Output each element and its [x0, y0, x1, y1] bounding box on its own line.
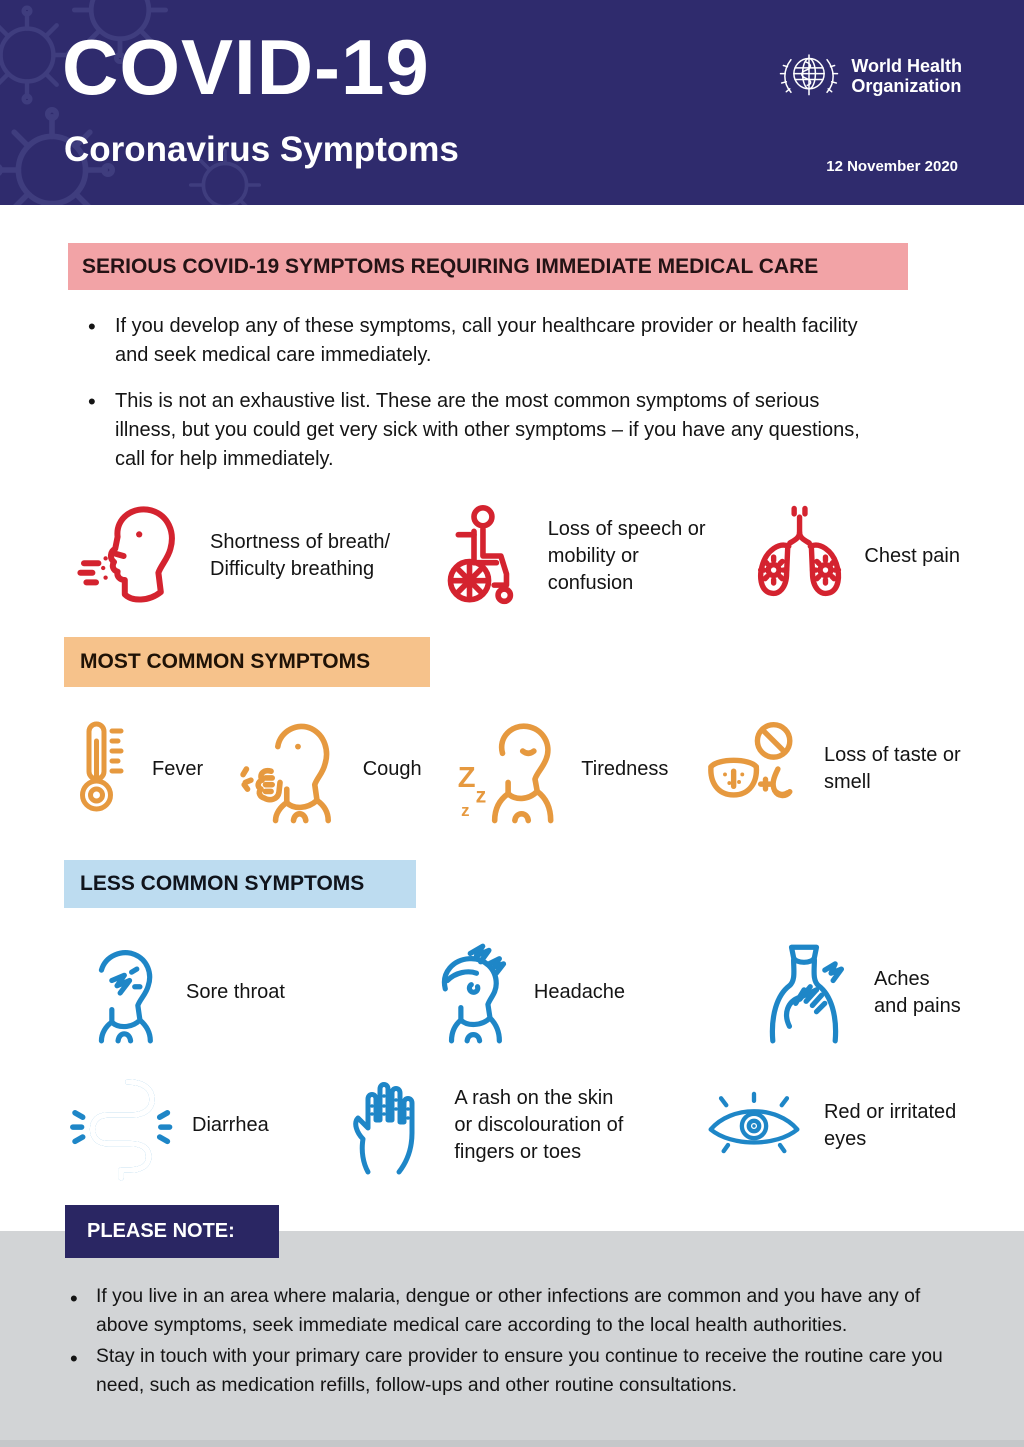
bullet-item [60, 1343, 972, 1401]
most-common-row [62, 703, 962, 835]
symptom-skin-rash [336, 1071, 634, 1181]
symptom-loss-of-speech [418, 500, 713, 612]
bullet-text: This is not an exhaustive list. These are the most common symptoms of serious illness, but you could get very sick with other symptoms – if you have any questions, call for help immediately. [115, 390, 860, 470]
bullet-text: If you develop any of these symptoms, call your healthcare provider or health facility and seek medical care immediately. [115, 315, 858, 366]
serious-symptoms-banner: SERIOUS COVID-19 SYMPTOMS REQUIRING IMMEDIATE MEDICAL CARE [68, 243, 908, 290]
thermometer-icon [62, 713, 134, 825]
symptom-label: Chest pain [864, 544, 960, 567]
headache-icon [412, 941, 516, 1045]
svg-text:Z: Z [458, 761, 476, 794]
serious-bullet-list [78, 312, 878, 491]
most-common-banner: MOST COMMON SYMPTOMS [64, 637, 430, 687]
bullet-item [78, 312, 878, 370]
svg-text:z: z [475, 783, 487, 808]
symptom-diarrhea [64, 1071, 269, 1181]
symptom-headache [412, 941, 625, 1045]
infected-lungs-icon [738, 502, 846, 610]
poster-header [0, 0, 1024, 205]
symptom-label: Red or irritated eyes [823, 1100, 957, 1150]
symptom-label: Headache [533, 981, 626, 1003]
poster-title: COVID-19 [62, 23, 430, 111]
symptom-cough [233, 713, 422, 825]
symptom-aches-pains [752, 941, 964, 1045]
serious-symptoms-row [72, 486, 960, 626]
hand-rash-icon [336, 1071, 436, 1181]
symptom-chest-pain [738, 502, 960, 610]
bullet-text: If you live in an area where malaria, dengue or other infections are common and you have any of above symptoms, seek immediate medical care according to the local health authorities. [96, 1286, 921, 1336]
symptom-label: Cough [362, 757, 422, 780]
symptom-shortness-of-breath [72, 496, 392, 616]
coughing-person-icon [233, 713, 345, 825]
symptom-label: Shortness of breath/ Difficulty breathing [210, 531, 391, 580]
please-note-banner: PLEASE NOTE: [65, 1205, 279, 1258]
symptom-label: Fever [152, 757, 204, 780]
symptom-label: Loss of taste or smell [823, 744, 961, 793]
svg-text:z: z [461, 801, 470, 821]
note-bullet-list [60, 1283, 972, 1403]
symptom-label: Tiredness [581, 757, 669, 780]
symptom-label: Loss of speech or mobility or confusion [547, 517, 706, 594]
who-emblem-icon [777, 46, 841, 106]
aches-pains-icon [752, 941, 856, 1045]
symptom-label: Sore throat [186, 981, 285, 1003]
wheelchair-icon [418, 500, 530, 612]
symptom-loss-taste-smell [698, 715, 962, 823]
less-common-row-2 [64, 1058, 964, 1193]
bullet-item [60, 1283, 972, 1341]
breathing-difficulty-icon [72, 496, 192, 616]
who-name-line1: World Health [851, 55, 962, 76]
who-logo-block [777, 46, 962, 106]
bullet-item [78, 387, 878, 474]
sore-throat-icon [64, 941, 168, 1045]
symptom-sore-throat [64, 941, 285, 1045]
symptom-tiredness [451, 713, 668, 825]
poster-date: 12 November 2020 [826, 158, 958, 175]
less-common-row-1 [64, 930, 964, 1055]
bullet-text: Stay in touch with your primary care provider to ensure you continue to receive the routine care you need, such as medication refills, follow-ups and other routine consultations. [96, 1345, 943, 1396]
symptom-irritated-eyes [702, 1091, 964, 1161]
intestine-icon [64, 1071, 174, 1181]
irritated-eye-icon [702, 1091, 806, 1161]
symptom-label: A rash on the skin or discolouration of fingers or toes [454, 1087, 624, 1163]
who-org-name [851, 56, 962, 96]
note-footer [0, 1231, 1024, 1447]
who-name-line2: Organization [851, 76, 962, 96]
symptom-label: Diarrhea [192, 1114, 269, 1136]
tongue-nose-blocked-icon [698, 715, 806, 823]
less-common-banner: LESS COMMON SYMPTOMS [64, 860, 416, 908]
symptom-label: Aches and pains [873, 967, 961, 1017]
poster-subtitle: Coronavirus Symptoms [64, 130, 459, 169]
tired-person-icon [451, 713, 563, 825]
symptom-fever [62, 713, 203, 825]
